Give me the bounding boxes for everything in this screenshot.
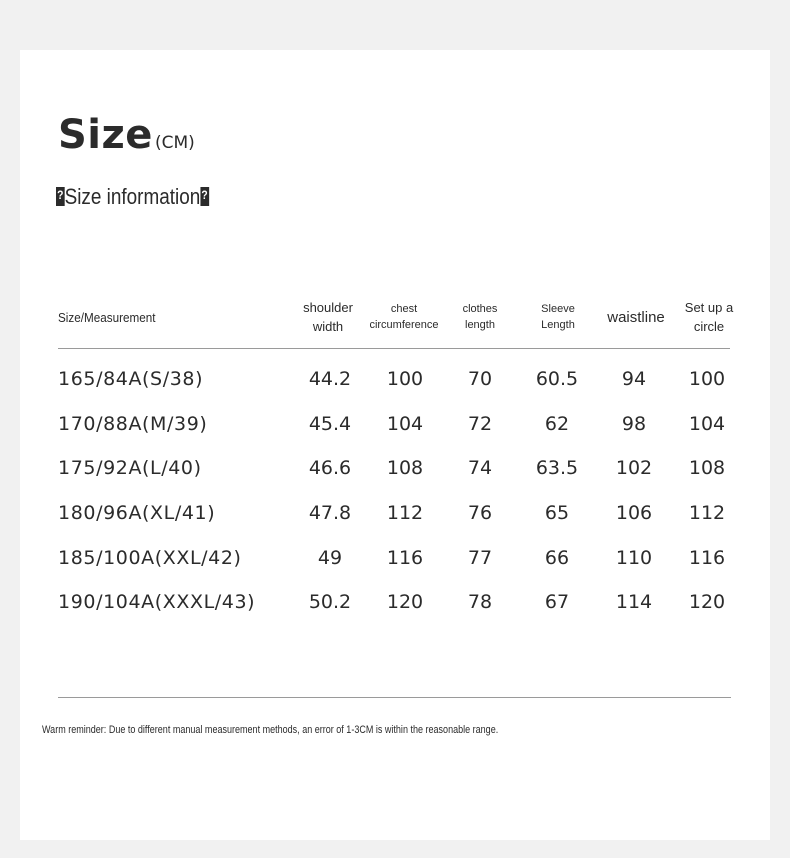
table-row: 175/92A(L/40) 46.6 108 74 63.5 102 108 (58, 457, 726, 479)
table-row: 170/88A(M/39) 45.4 104 72 62 98 104 (58, 413, 726, 435)
table-row: 165/84A(S/38) 44.2 100 70 60.5 94 100 (58, 368, 726, 390)
header-shoulder-width: shoulder width (303, 300, 353, 334)
footer-divider (58, 697, 731, 698)
header-divider (58, 348, 730, 349)
header-chest: chest circumference (369, 303, 439, 331)
header-size: Size/Measurement (58, 309, 156, 325)
page-title (58, 112, 195, 158)
header-waistline: waistline (607, 309, 665, 327)
subtitle-text: Size information (64, 184, 201, 209)
warm-reminder-note: Warm reminder: Due to different manual measurement methods, an error of 1-3CM is within the reasonable range. (42, 724, 499, 736)
title-main: Size (58, 112, 153, 158)
header-clothes-length: clothes length (462, 303, 498, 331)
bracket-left-icon (56, 187, 65, 206)
size-chart-card (20, 50, 770, 840)
header-sleeve-length: Sleeve Length (541, 303, 575, 331)
table-row: 190/104A(XXXL/43) 50.2 120 78 67 114 120 (58, 591, 726, 613)
table-row: 180/96A(XL/41) 47.8 112 76 65 106 112 (58, 502, 726, 524)
section-subtitle (56, 184, 209, 210)
title-unit: (CM) (154, 133, 195, 153)
bracket-right-icon (200, 187, 209, 206)
table-row: 185/100A(XXL/42) 49 116 77 66 110 116 (58, 547, 726, 569)
header-setup-circle: Set up a circle (684, 300, 734, 334)
